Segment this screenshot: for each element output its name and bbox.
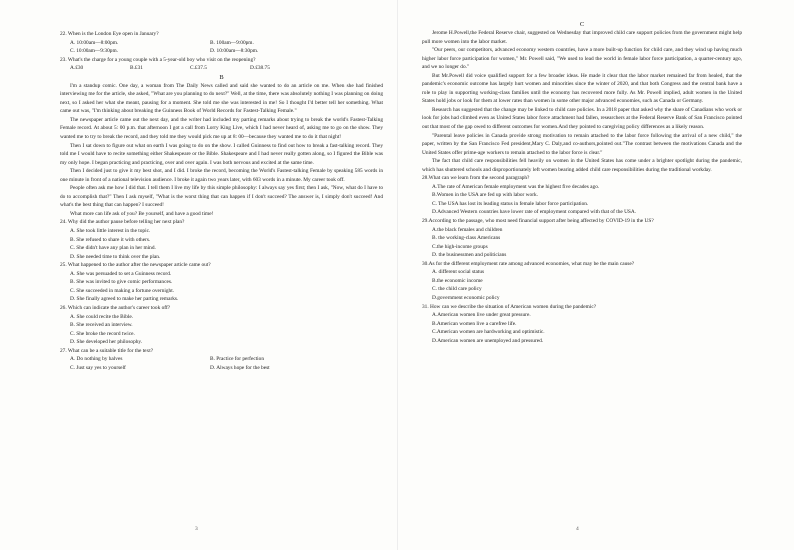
question-28-stem: 28.What can we learn from the second paragraph? <box>422 175 530 182</box>
page-number-right: 4 <box>576 526 579 532</box>
passage-b-paragraph-3: Then I sat down to figure out what on earth I was going to do on the show. I called Guinness to find out how to break a fast-talking record. They told me I would have to recite something either Shakespeare or the Bible. Shakespeare and I had never really gotten along, so I figured the Bible was my only hope. I began practicing and practicing, over and over again. I was both nervous and excited at the same time. <box>60 142 383 166</box>
passage-c-paragraph-5: "Parental leave policies in Canada provide strong motivation to remain attached to the labor force following the arrival of a new child," the paper, written by the San Francisco Fed president,Mary C. Daly,and co-authors,pointed out."The contrast between the motivations Canada and the United States offer prime-age workers to remain attached to the labor force is clear." <box>422 132 742 156</box>
question-26-stem: 26. Which can indicate the author's career took off? <box>60 304 171 311</box>
question-30-option-a: A. different social status <box>432 269 485 276</box>
question-28-option-b: B.Women in the USA are fed up with labor work. <box>432 192 538 199</box>
question-23-option-c: C.£37.5 <box>190 65 207 72</box>
section-b-heading: B <box>219 73 224 81</box>
question-31-option-c: C.American women are hardworking and optimistic. <box>432 329 545 336</box>
question-28-option-c: C. The USA has lost its leading status in female labor force participation. <box>432 200 589 207</box>
question-24-option-d: D. She needed time to think over the plan. <box>70 253 161 260</box>
question-30-option-d: D.government economic policy <box>432 294 500 301</box>
passage-b-paragraph-4: Then I decided just to give it my best shot, and I did. I broke the record, becoming the World's Fastest-talking Female by speaking 585 words in one minute in front of a national television audience. I broke it again two years later, with 603 words in a minute. My career took off. <box>60 168 383 183</box>
question-24-option-a: A. She took little interest in the topic. <box>70 228 151 235</box>
question-25-option-c: C. She succeeded in making a fortune overnight. <box>70 287 175 294</box>
question-23-option-b: B.£31 <box>130 65 143 72</box>
question-29-option-c: C.the high-income groups <box>432 243 488 250</box>
question-25-option-a: A. She was persuaded to set a Guinness record. <box>70 270 172 277</box>
question-29-stem: 29.According to the passage, who most need financial support after being affected by COVID-19 in the US? <box>422 218 654 225</box>
passage-b-paragraph-2: The newspaper article came out the next day, and the writer had included my parting remarks about trying to break the world's Fastest-Talking Female record. At about 5: 00 p.m. that afternoon I got a call from Lorry King Live, which I had never heard of, asking me to go on the show. They wanted me to try to break the record, and they told me they would pick me up at 8: 00—because they wanted me to do it that night! <box>60 116 383 141</box>
passage-c-paragraph-4: Research has suggested that the change may be linked to child care policies. In a 2018 paper that asked why the share of Canadians who work or look for jobs had climbed even as United States labor force attachment had fallen, researchers at the Federal Reserve Bank of San Francisco pointed out that most of the gap owed to different outcomes for women.And they pointed to caregiving policy differences as a likely reason. <box>422 106 742 131</box>
question-22-options-row1 <box>70 39 383 48</box>
question-31-option-d: D.American women are unemployed and pressured. <box>432 337 544 344</box>
question-31-option-b: B.American women live a carefree life. <box>432 320 517 327</box>
question-29-option-d: D. the businessmen and politicians <box>432 252 507 259</box>
passage-c-paragraph-2: "Our peers, our competitors, advanced economy western countries, have a more built-up function for child care, and they wind up having much higher labor force participation for women," Mr. Powell said, "We used to lead the world in female labor force participation, a quarter-century ago, and we no longer do." <box>422 47 742 71</box>
question-24-option-b: B. She refused to share it with others. <box>70 236 151 243</box>
question-26-option-d: D. She developed her philosophy. <box>70 339 143 346</box>
page-right <box>397 0 794 550</box>
passage-b-paragraph-1: I'm a standup comic. One day, a woman from The Daily News called and said she wanted to do an article on me. When she had finished interviewing me for the article, she asked, "What are you planning to do next?" Well, at the time, there was absolutely nothing I was planning on doing next, so I asked her what she meant, pausing for a moment. She told me she was interested in me! So I thought I'd better tell her something. What came out was, "I'm thinking about breaking the Guinness Book of World Records for Fastest-Talking Female." <box>60 82 383 115</box>
question-30-option-b: B.the economic income <box>432 277 483 284</box>
question-27-option-c: C. Just say yes to yourself <box>70 364 126 371</box>
question-24-option-c: C. She didn't have any plan in her mind. <box>70 245 156 252</box>
question-27-options-row1 <box>70 355 383 364</box>
passage-b-paragraph-5: People often ask me how I did that. I tell them I live my life by this simple philosophy: I always say yes first; then I ask, "Now, what do I have to do to accomplish that?" Then I ask myself, "What is the worst thing that can happen if I don't succeed? The answer is, I simply don't succeed! And what's the best thing that can happen? I succeed! <box>60 185 383 209</box>
passage-c-paragraph-3: But Mr.Powell did voice qualified support for a few broader ideas. He made it clear that the labor market remained far from healed, that the pandemic's economic outcome has largely hurt women and minorities since the winter of 2020, and that both Congress and the central bank have a role to play in supporting working-class families until the economy has recovered more fully. As Mr. Powell implied, adult women in the United States hold jobs or look for them at lower rates than women in some other major advanced economies, such as Canada or Germany. <box>422 72 742 105</box>
question-26-option-b: B. She received an interview. <box>70 322 133 329</box>
passage-c-paragraph-1: Jerome H.Powell,the Federal Reserve chair, suggested on Wednesday that improved child care support policies from the government might help pull more women into the labor market. <box>422 30 742 45</box>
question-22-option-a: A. 10:00am—8:00pm. <box>70 39 119 46</box>
page-number-left: 3 <box>195 526 198 532</box>
question-23-option-d: D.£38.75 <box>250 65 270 72</box>
question-22-option-c: C. 10:00am—9:30pm. <box>70 48 118 55</box>
passage-c-paragraph-6: The fact that child care responsibilities fell heavily on women in the United States has come under a brighter spotlight during the pandemic, which has shuttered schools and disproportionately left women bearing added child care responsibilities during the traditional workday. <box>422 158 742 173</box>
question-29-option-b: B. the working-class Americans <box>432 235 501 242</box>
question-31-option-a: A.American women live under great pressure. <box>432 312 531 319</box>
question-23-stem: 23. What's the charge for a young couple with a 5-year-old boy who visit on the reopening? <box>60 56 256 63</box>
passage-b-paragraph-6: What more can life ask of you? Be yourself, and have a good time! <box>70 210 214 217</box>
question-29-option-a: A.the black females and children <box>432 226 503 233</box>
question-26-option-c: C. She broke the record twice. <box>70 330 135 337</box>
question-26-option-a: A. She could recite the Bible. <box>70 313 134 320</box>
question-27-option-b: B. Practice for perfection <box>210 356 265 363</box>
question-28-option-a: A.The rate of American female employment was the highest five decades ago. <box>432 183 600 190</box>
question-22-options-row2 <box>70 47 383 56</box>
question-27-option-a: A. Do nothing by halves <box>70 356 123 363</box>
section-c-heading: C <box>579 21 585 28</box>
question-27-options-row2 <box>70 364 383 373</box>
question-23-options <box>70 64 383 73</box>
question-27-stem: 27. What can be a suitable title for the text? <box>60 347 154 354</box>
question-22-stem: 22. When is the London Eye open in January? <box>60 31 159 37</box>
question-22-option-b: B. 100am—9:00pm. <box>210 39 254 46</box>
question-27-option-d: D. Always hope for the best <box>210 364 270 371</box>
question-25-option-d: D. She finally agreed to make her parting remarks. <box>70 296 179 303</box>
question-22-option-d: D. 10:00am—8:30pm. <box>210 48 259 55</box>
question-23-option-a: A.£30 <box>70 65 84 72</box>
question-30-stem: 30.As for the different employment rate among advanced economies, what may be the main cause? <box>422 260 635 267</box>
question-25-stem: 25. What happened to the author after the newspaper article came out? <box>60 262 211 269</box>
question-31-stem: 31. How can we describe the situation of American women during the pandemic? <box>422 303 597 310</box>
question-30-option-c: C. the child care policy <box>432 286 482 293</box>
question-24-stem: 24. Why did the author pause before telling her next plan? <box>60 219 185 226</box>
question-25-option-b: B. She was invited to give comic performances. <box>70 279 173 286</box>
question-28-option-d: D.Advanced Western countries have lower rate of employment compared with that of the USA. <box>432 209 637 216</box>
